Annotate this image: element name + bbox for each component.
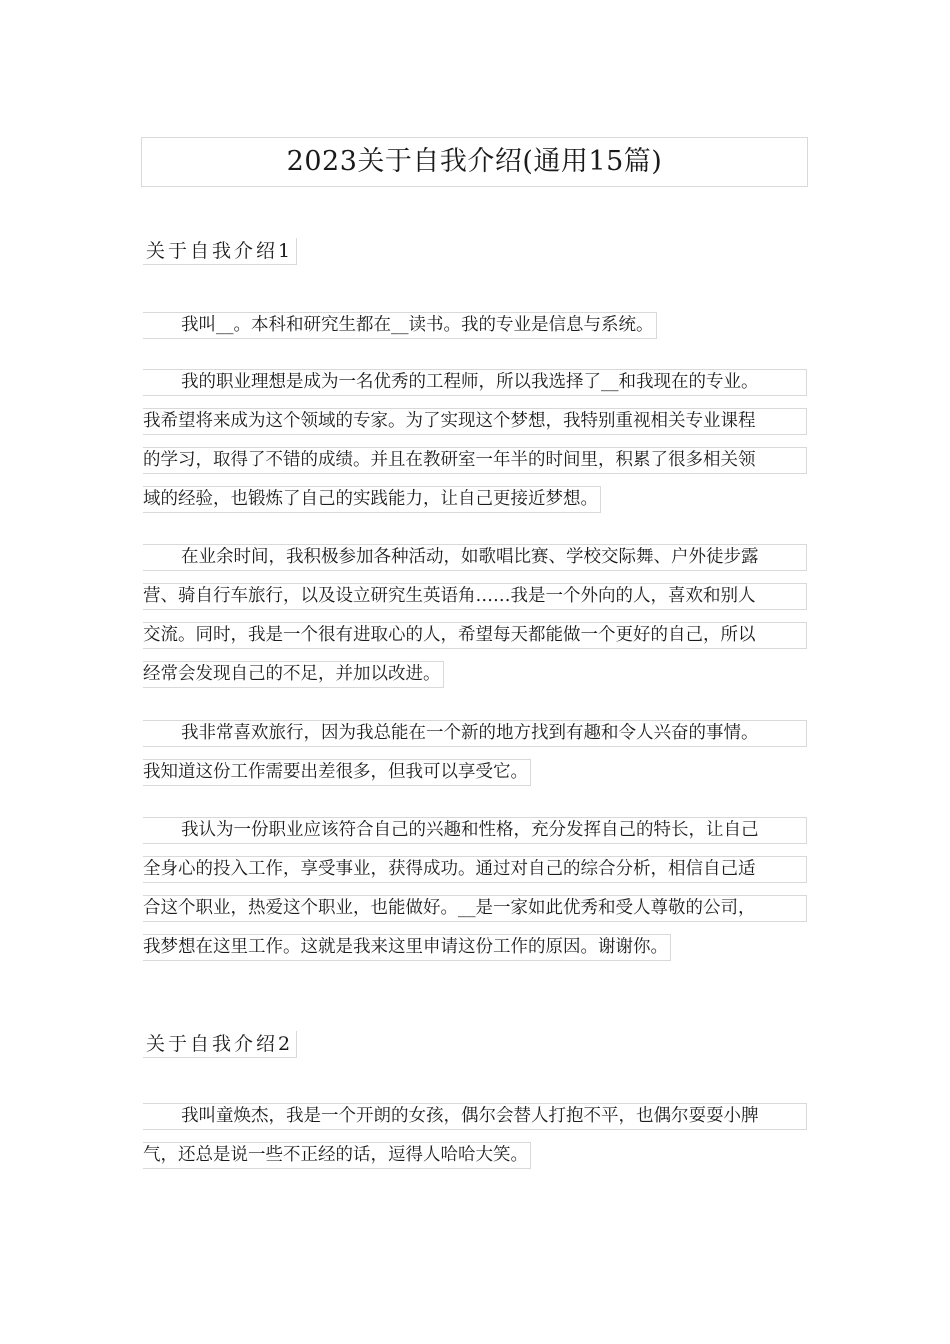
- paragraph-line: 我认为一份职业应该符合自己的兴趣和性格，充分发挥自己的特长，让自己: [143, 817, 807, 856]
- paragraph-line: 在业余时间，我积极参加各种活动，如歌唱比赛、学校交际舞、户外徒步露: [143, 544, 807, 583]
- paragraph-line: 我叫__。本科和研究生都在__读书。我的专业是信息与系统。: [143, 312, 807, 351]
- section-heading-1: 关于自我介绍1: [143, 238, 297, 265]
- paragraph-1-5: [143, 817, 807, 973]
- paragraph-line: 交流。同时，我是一个很有进取心的人，希望每天都能做一个更好的自己，所以: [143, 622, 807, 661]
- paragraph-line: 域的经验，也锻炼了自己的实践能力，让自己更接近梦想。: [143, 486, 807, 525]
- paragraph-line: 我知道这份工作需要出差很多，但我可以享受它。: [143, 759, 807, 798]
- paragraph-line: 我希望将来成为这个领域的专家。为了实现这个梦想，我特别重视相关专业课程: [143, 408, 807, 447]
- paragraph-line: 我的职业理想是成为一名优秀的工程师，所以我选择了__和我现在的专业。: [143, 369, 807, 408]
- paragraph-line: 气，还总是说一些不正经的话，逗得人哈哈大笑。: [143, 1142, 807, 1181]
- document-title: 2023关于自我介绍(通用15篇): [141, 137, 808, 187]
- paragraph-line: 我梦想在这里工作。这就是我来这里申请这份工作的原因。谢谢你。: [143, 934, 807, 973]
- paragraph-1-3: [143, 544, 807, 700]
- section-heading-2: 关于自我介绍2: [143, 1031, 297, 1058]
- paragraph-line: 我叫童焕杰，我是一个开朗的女孩，偶尔会替人打抱不平，也偶尔耍耍小脾: [143, 1103, 807, 1142]
- paragraph-line: 我非常喜欢旅行，因为我总能在一个新的地方找到有趣和令人兴奋的事情。: [143, 720, 807, 759]
- paragraph-line: 的学习，取得了不错的成绩。并且在教研室一年半的时间里，积累了很多相关领: [143, 447, 807, 486]
- paragraph-line: 营、骑自行车旅行，以及设立研究生英语角……我是一个外向的人，喜欢和别人: [143, 583, 807, 622]
- paragraph-line: 合这个职业，热爱这个职业，也能做好。__是一家如此优秀和受人尊敬的公司，: [143, 895, 807, 934]
- paragraph-line: 经常会发现自己的不足，并加以改进。: [143, 661, 807, 700]
- paragraph-2-1: [143, 1103, 807, 1181]
- paragraph-line: 全身心的投入工作，享受事业，获得成功。通过对自己的综合分析，相信自己适: [143, 856, 807, 895]
- paragraph-1-1: [143, 312, 807, 351]
- paragraph-1-2: [143, 369, 807, 525]
- paragraph-1-4: [143, 720, 807, 798]
